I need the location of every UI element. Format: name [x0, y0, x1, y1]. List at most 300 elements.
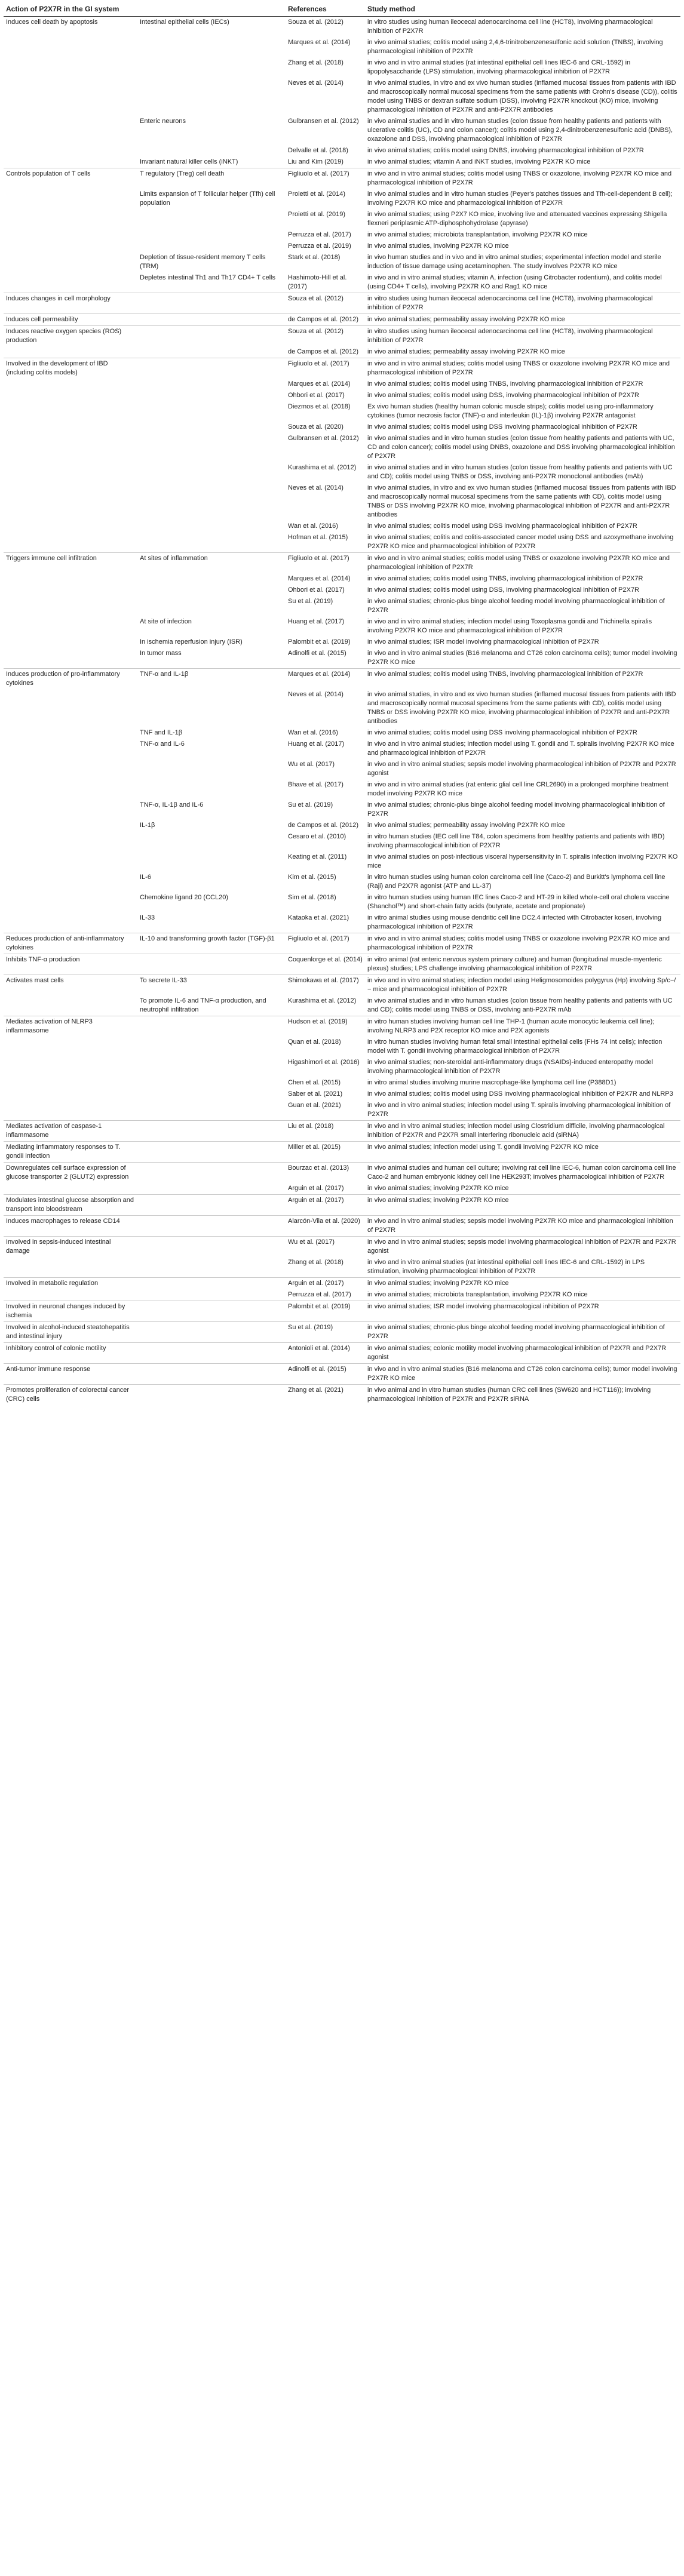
- action-cell: [4, 573, 137, 585]
- action-cell: [4, 1089, 137, 1100]
- header-action: Action of P2X7R in the GI system: [4, 4, 137, 17]
- action-cell: Involved in metabolic regulation: [4, 1278, 137, 1290]
- action-cell: Activates mast cells: [4, 975, 137, 996]
- action-cell: [4, 272, 137, 293]
- table-row: [4, 241, 680, 252]
- target-cell: [137, 1195, 286, 1216]
- table-row: [4, 739, 680, 759]
- reference-cell: Marques et al. (2014): [288, 575, 351, 582]
- table-row: [4, 482, 680, 521]
- reference-cell: Figliuolo et al. (2017): [286, 358, 365, 379]
- action-cell: [4, 390, 137, 401]
- method-cell: in vivo and in vitro animal studies; sepsis model involving pharmacological inhibition of P2X7R and P2X7R agonist: [365, 1237, 680, 1258]
- method-cell: in vivo animal studies; involving P2X7R KO mice: [367, 1185, 509, 1192]
- target-cell: [137, 1163, 286, 1184]
- action-cell: [4, 433, 137, 462]
- action-cell: [4, 346, 137, 358]
- table-row: [4, 189, 680, 209]
- table-row: [4, 462, 680, 482]
- table-row: [4, 1278, 680, 1290]
- reference-cell: Hashimoto-Hill et al. (2017): [288, 274, 347, 290]
- target-cell: [137, 1100, 286, 1121]
- method-cell: in vivo animal studies; vitamin A and iNKT studies, involving P2X7R KO mice: [367, 158, 591, 165]
- method-cell: in vivo and in vitro animal studies; infection model using Heligmosomoides polygyrus (Hp) involving Sp/c−/− mice and pharmacological inhibition of P2X7R: [365, 975, 680, 996]
- target-cell: [137, 241, 286, 252]
- action-cell: [4, 78, 137, 116]
- method-cell: in vivo animal studies; colitis model using DSS involving pharmacological inhibition of P2X7R and NLRP3: [367, 1090, 673, 1098]
- target-cell: At site of infection: [140, 618, 192, 625]
- reference-cell: Perruzza et al. (2019): [288, 242, 351, 250]
- target-cell: To secrete IL-33: [137, 975, 286, 996]
- table-row: [4, 346, 680, 358]
- target-cell: [137, 229, 286, 241]
- table-row: [4, 872, 680, 892]
- action-cell: [4, 1037, 137, 1057]
- method-cell: in vitro human studies using human colon carcinoma cell line (Caco-2) and Burkitt's lymphoma cell line (Raji) and P2X7R agonist (ATP and LL-37): [367, 874, 665, 890]
- table-row: [4, 596, 680, 616]
- action-cell: [4, 872, 137, 892]
- method-cell: in vivo animal studies; colitis model using 2,4,6-trinitrobenzenesulfonic acid solution (TNBS), involving pharmacological inhibition of P2X7R: [367, 39, 663, 55]
- table-row: [4, 532, 680, 553]
- table-row: [4, 648, 680, 669]
- table-row: [4, 852, 680, 872]
- target-cell: [137, 779, 286, 800]
- target-cell: [137, 1364, 286, 1385]
- target-cell: [137, 433, 286, 462]
- table-row: [4, 229, 680, 241]
- reference-cell: Chen et al. (2015): [288, 1079, 341, 1086]
- action-cell: [4, 422, 137, 433]
- method-cell: in vivo animal studies; permeability assay involving P2X7R KO mice: [365, 314, 680, 326]
- reference-cell: Alarcón-Vila et al. (2020): [286, 1216, 365, 1237]
- target-cell: In ischemia reperfusion injury (ISR): [140, 638, 243, 645]
- action-cell: [4, 727, 137, 739]
- reference-cell: Palombit et al. (2019): [288, 638, 351, 645]
- reference-cell: Neves et al. (2014): [288, 484, 343, 491]
- action-cell: [4, 521, 137, 532]
- method-cell: in vitro human studies involving human cell line THP-1 (human acute monocytic leukemia cell line); involving NLRP3 and P2X receptor KO mice and P2X agonists: [365, 1016, 680, 1037]
- reference-cell: Perruzza et al. (2017): [288, 231, 351, 238]
- reference-cell: Hofman et al. (2015): [288, 534, 348, 541]
- table-row: [4, 954, 680, 975]
- method-cell: in vivo animal studies and in vitro human studies (colon tissue from healthy patients and patients with UC and CD); colitis model using TNBS or DSS, involving anti-P2X7R mAb: [367, 997, 673, 1013]
- action-cell: [4, 637, 137, 648]
- method-cell: in vivo animal studies; colitis model using TNBS, involving pharmacological inhibition of P2X7R: [367, 380, 643, 388]
- action-cell: Induces macrophages to release CD14: [4, 1216, 137, 1237]
- reference-cell: Su et al. (2019): [286, 1322, 365, 1343]
- reference-cell: de Campos et al. (2012): [288, 348, 359, 355]
- method-cell: in vivo and in vitro animal studies; vitamin A, infection (using Citrobacter rodentium), and colitis model (using CD4+ T cells), involving P2X7R KO and Rag1 KO mice: [367, 274, 662, 290]
- method-cell: in vivo animal studies, in vitro and ex vivo human studies (inflamed mucosal tissues from patients with IBD and macroscopically normal mucosal specimens from the same patients with CD), colitis model using TNBS or DSS involving P2X7R KO mice, involving pharmacological inhibition of P2X7R and anti-P2X7R antibodies: [367, 691, 676, 725]
- table-row: [4, 1237, 680, 1258]
- table-row: [4, 727, 680, 739]
- action-cell: [4, 37, 137, 57]
- action-cell: [4, 532, 137, 553]
- target-cell: TNF-α and IL-1β: [137, 669, 286, 690]
- target-cell: [137, 78, 286, 116]
- reference-cell: Marques et al. (2014): [288, 380, 351, 388]
- method-cell: in vitro human studies involving human fetal small intestinal epithelial cells (FHs 74 Int cells); infection model with T. gondii involving pharmacological inhibition of P2X7R: [367, 1038, 662, 1055]
- target-cell: [137, 759, 286, 779]
- reference-cell: Kim et al. (2015): [288, 874, 336, 881]
- table-row: [4, 401, 680, 422]
- action-cell: Anti-tumor immune response: [4, 1364, 137, 1385]
- table-row: [4, 252, 680, 272]
- method-cell: in vivo animal studies, in vitro and ex vivo human studies (inflamed mucosal tissues from patients with IBD and macroscopically normal mucosal specimens from the same patients with CD), colitis model using TNBS or DSS involving P2X7R KO mice, involving pharmacological inhibition of P2X7R and anti-P2X7R antibodies: [367, 484, 676, 518]
- action-cell: [4, 482, 137, 521]
- target-cell: IL-1β: [140, 822, 155, 829]
- target-cell: [137, 1343, 286, 1364]
- reference-cell: Perruzza et al. (2017): [288, 1291, 351, 1298]
- reference-cell: Bhave et al. (2017): [288, 781, 343, 788]
- table-row: [4, 669, 680, 690]
- action-cell: [4, 585, 137, 596]
- target-cell: IL-33: [140, 914, 155, 921]
- action-cell: Mediates activation of NLRP3 inflammasome: [4, 1016, 137, 1037]
- reference-cell: Neves et al. (2014): [288, 79, 343, 87]
- reference-cell: Miller et al. (2015): [286, 1142, 365, 1163]
- action-cell: [4, 252, 137, 272]
- target-cell: [137, 422, 286, 433]
- target-cell: [137, 358, 286, 379]
- action-cell: [4, 379, 137, 390]
- target-cell: Depletes intestinal Th1 and Th17 CD4+ T cells: [140, 274, 275, 281]
- reference-cell: Diezmos et al. (2018): [288, 403, 351, 410]
- reference-cell: Guan et al. (2021): [288, 1102, 341, 1109]
- reference-cell: Su et al. (2019): [288, 598, 333, 605]
- target-cell: [137, 314, 286, 326]
- target-cell: [137, 521, 286, 532]
- action-cell: Reduces production of anti-inflammatory cytokines: [4, 933, 137, 954]
- method-cell: in vivo and in vitro animal studies; infection model using T. gondii and T. spiralis involving P2X7R KO mice and pharmacological inhibition of P2X7R: [367, 740, 674, 757]
- target-cell: T regulatory (Treg) cell death: [137, 168, 286, 189]
- target-cell: [137, 831, 286, 852]
- action-cell: [4, 145, 137, 156]
- method-cell: in vivo animal studies; colitis model using DNBS, involving pharmacological inhibition of P2X7R: [367, 147, 644, 154]
- method-cell: in vitro studies using human ileocecal adenocarcinoma cell line (HCT8), involving pharmacological inhibition of P2X7R: [365, 293, 680, 314]
- action-cell: [4, 596, 137, 616]
- target-cell: Depletion of tissue-resident memory T cells (TRM): [140, 254, 266, 270]
- method-cell: in vivo and in vitro animal studies (rat intestinal epithelial cell lines IEC-6 and CRL-1592) in lipopolysaccharide (LPS) stimulation, involving pharmacological inhibition of P2X7R: [367, 59, 631, 75]
- method-cell: in vitro studies using human ileocecal adenocarcinoma cell line (HCT8), involving pharmacological inhibition of P2X7R: [365, 326, 680, 347]
- action-cell: Downregulates cell surface expression of glucose transporter 2 (GLUT2) expression: [4, 1163, 137, 1184]
- table-row: [4, 156, 680, 168]
- header-target: [137, 4, 286, 17]
- table-row: [4, 433, 680, 462]
- action-cell: [4, 616, 137, 637]
- action-cell: [4, 800, 137, 820]
- reference-cell: Marques et al. (2014): [288, 39, 351, 46]
- table-row: [4, 57, 680, 78]
- target-cell: [137, 1121, 286, 1142]
- action-cell: Inhibits TNF-α production: [4, 954, 137, 975]
- target-cell: Intestinal epithelial cells (IECs): [137, 17, 286, 38]
- method-cell: in vivo animal studies and in vitro human studies (colon tissue from healthy patients and patients with UC and CD); colitis model using TNBS or DSS, involving anti-P2X7R monoclonal antibodies (mAb): [367, 464, 673, 480]
- table-header-row: [4, 4, 680, 17]
- target-cell: [137, 462, 286, 482]
- reference-cell: Kataoka et al. (2021): [288, 914, 349, 921]
- method-cell: in vivo and in vitro animal studies (rat intestinal epithelial cell lines IEC-6 and CRL-1592) in LPS stimulation, involving pharmacological inhibition of P2X7R: [367, 1259, 645, 1275]
- reference-cell: Huang et al. (2017): [288, 740, 345, 748]
- reference-cell: Ohbori et al. (2017): [288, 586, 345, 594]
- target-cell: [137, 1142, 286, 1163]
- action-cell: [4, 1057, 137, 1077]
- method-cell: in vivo animal studies; using P2X7 KO mice, involving live and attenuated vaccines expressing Shigella flexneri periplasmic ATP-diphosphohydrolase (apyrase): [367, 211, 667, 227]
- table-row: [4, 168, 680, 189]
- target-cell: [137, 1089, 286, 1100]
- method-cell: in vivo and in vitro animal studies; infection model using Clostridium difficile, involving pharmacological inhibition of P2X7R and P2X7R small interfering ribonucleic acid (siRNA): [365, 1121, 680, 1142]
- reference-cell: Kurashima et al. (2012): [288, 464, 357, 471]
- target-cell: [137, 1237, 286, 1258]
- action-cell: [4, 1100, 137, 1121]
- reference-cell: Keating et al. (2011): [288, 853, 347, 860]
- target-cell: TNF and IL-1β: [140, 729, 183, 736]
- method-cell: in vivo animal studies and human cell culture; involving rat cell line IEC-6, human colon carcinoma cell line Caco-2 and human embryonic kidney cell line HEK293T; involves pharmacological inhibition of P2X7R: [365, 1163, 680, 1184]
- reference-cell: Saber et al. (2021): [288, 1090, 343, 1098]
- target-cell: [137, 145, 286, 156]
- action-cell: [4, 912, 137, 933]
- action-cell: [4, 189, 137, 209]
- action-cell: [4, 156, 137, 168]
- reference-cell: Zhang et al. (2018): [288, 59, 343, 66]
- action-cell: [4, 1077, 137, 1089]
- action-cell: [4, 739, 137, 759]
- table-row: [4, 1195, 680, 1216]
- target-cell: [137, 1385, 286, 1406]
- reference-cell: Higashimori et al. (2016): [288, 1059, 360, 1066]
- action-cell: [4, 1289, 137, 1301]
- target-cell: [137, 293, 286, 314]
- reference-cell: Marques et al. (2014): [286, 669, 365, 690]
- method-cell: in vitro studies using human ileocecal adenocarcinoma cell line (HCT8), involving pharmacological inhibition of P2X7R: [365, 17, 680, 38]
- target-cell: [137, 1216, 286, 1237]
- table-row: [4, 422, 680, 433]
- target-cell: [137, 1301, 286, 1322]
- table-row: [4, 933, 680, 954]
- target-cell: [137, 1183, 286, 1195]
- action-cell: Involved in the development of IBD (including colitis models): [4, 358, 137, 379]
- target-cell: IL-10 and transforming growth factor (TGF)-β1: [137, 933, 286, 954]
- reference-cell: Hudson et al. (2019): [286, 1016, 365, 1037]
- table-row: [4, 1322, 680, 1343]
- method-cell: in vivo animal studies; microbiota transplantation, involving P2X7R KO mice: [367, 1291, 588, 1298]
- table-row: [4, 1016, 680, 1037]
- target-cell: [137, 209, 286, 229]
- target-cell: Chemokine ligand 20 (CCL20): [140, 894, 228, 901]
- method-cell: in vivo animal studies; colitis and colitis-associated cancer model using DSS and azoxymethane involving P2X7R KO mice and pharmacological inhibition of P2X7R: [367, 534, 674, 550]
- action-cell: [4, 209, 137, 229]
- reference-cell: Figliuolo et al. (2017): [286, 933, 365, 954]
- target-cell: [137, 482, 286, 521]
- reference-cell: de Campos et al. (2012): [288, 822, 359, 829]
- action-cell: Mediating inflammatory responses to T. gondii infection: [4, 1142, 137, 1163]
- action-cell: Induces cell death by apoptosis: [4, 17, 137, 38]
- reference-cell: Souza et al. (2012): [286, 326, 365, 347]
- action-cell: [4, 779, 137, 800]
- action-cell: Induces production of pro-inflammatory cytokines: [4, 669, 137, 690]
- action-cell: [4, 1257, 137, 1278]
- reference-cell: de Campos et al. (2012): [286, 314, 365, 326]
- header-method: Study method: [365, 4, 680, 17]
- method-cell: in vivo human studies and in vivo and in vitro animal studies; experimental infection model and sterile induction of tissue damage using acetaminophen. The study involves P2X7R KO mice: [367, 254, 661, 270]
- table-row: [4, 390, 680, 401]
- action-cell: Controls population of T cells: [4, 168, 137, 189]
- table-body: [4, 17, 680, 1406]
- table-row: [4, 1057, 680, 1077]
- target-cell: IL-6: [140, 874, 151, 881]
- reference-cell: Figliuolo et al. (2017): [286, 168, 365, 189]
- method-cell: in vivo animal studies, involving P2X7R KO mice: [367, 242, 509, 250]
- table-row: [4, 1142, 680, 1163]
- method-cell: in vivo and in vitro animal studies (B16 melanoma and CT26 colon carcinoma cells); tumor model involving P2X7R KO mice: [367, 650, 677, 666]
- reference-cell: Quan et al. (2018): [288, 1038, 341, 1046]
- reference-cell: Sim et al. (2018): [288, 894, 336, 901]
- target-cell: At sites of inflammation: [137, 553, 286, 574]
- table-row: [4, 800, 680, 820]
- table-row: [4, 521, 680, 532]
- reference-cell: Proietti et al. (2019): [288, 211, 345, 218]
- target-cell: [137, 689, 286, 727]
- reference-cell: Wu et al. (2017): [288, 761, 335, 768]
- reference-cell: Wan et al. (2016): [288, 522, 338, 530]
- target-cell: [137, 1077, 286, 1089]
- reference-cell: Gulbransen et al. (2012): [288, 118, 359, 125]
- target-cell: Limits expansion of T follicular helper (Tfh) cell population: [140, 190, 275, 207]
- method-cell: in vivo and in vitro animal studies; colitis model using TNBS or oxazolone involving P2X7R KO mice and pharmacological inhibition of P2X7R: [365, 358, 680, 379]
- method-cell: in vivo and in vitro animal studies; infection model using T. spiralis involving pharmacological inhibition of P2X7R: [367, 1102, 671, 1118]
- method-cell: in vivo animal studies; colitis model using DSS, involving pharmacological inhibition of P2X7R: [367, 392, 639, 399]
- table-row: [4, 1163, 680, 1184]
- action-cell: [4, 995, 137, 1016]
- target-cell: Invariant natural killer cells (iNKT): [140, 158, 238, 165]
- method-cell: in vivo animal studies; chronic-plus binge alcohol feeding model involving pharmacological inhibition of P2X7R: [365, 1322, 680, 1343]
- method-cell: in vivo animal studies and in vitro human studies (Peyer's patches tissues and Tfh-cell-dependent B cell); involving P2X7R KO mice and pharmacological inhibition of P2X7R: [367, 190, 673, 207]
- action-cell: Promotes proliferation of colorectal cancer (CRC) cells: [4, 1385, 137, 1406]
- target-cell: [137, 401, 286, 422]
- method-cell: in vivo animal studies and in vitro human studies (colon tissue from healthy patients and patients with ulcerative colitis (UC), CD and colon cancer); colitis model using 2,4-dinitrobenzenesulfonic acid (DNBS), oxazolone and DSS, involving pharmacological inhibition of P2X7R: [367, 118, 673, 143]
- reference-cell: Palombit et al. (2019): [286, 1301, 365, 1322]
- target-cell: [137, 1037, 286, 1057]
- target-cell: [137, 390, 286, 401]
- table-row: [4, 573, 680, 585]
- p2x7r-table: [4, 4, 680, 1405]
- method-cell: in vitro animal studies using mouse dendritic cell line DC2.4 infected with Citrobacter koseri, involving pharmacological inhibition of P2X7R: [367, 914, 662, 930]
- action-cell: Involved in alcohol-induced steatohepatitis and intestinal injury: [4, 1322, 137, 1343]
- reference-cell: Zhang et al. (2021): [286, 1385, 365, 1406]
- target-cell: Enteric neurons: [140, 118, 186, 125]
- method-cell: in vivo animal studies; infection model using T. gondii involving P2X7R KO mice: [365, 1142, 680, 1163]
- table-row: [4, 689, 680, 727]
- table-row: [4, 616, 680, 637]
- target-cell: [137, 1016, 286, 1037]
- method-cell: in vivo animal studies; colitis model using TNBS, involving pharmacological inhibition of P2X7R: [367, 575, 643, 582]
- method-cell: in vivo and in vitro animal studies; colitis model using TNBS or oxazolone, involving P2X7R KO mice and pharmacological inhibition of P2X7R: [365, 168, 680, 189]
- reference-cell: Souza et al. (2020): [288, 423, 343, 431]
- method-cell: in vivo animal studies; microbiota transplantation, involving P2X7R KO mice: [367, 231, 588, 238]
- method-cell: in vivo and in vitro animal studies; sepsis model involving P2X7R KO mice and pharmacological inhibition of P2X7R: [365, 1216, 680, 1237]
- table-row: [4, 1077, 680, 1089]
- target-cell: [137, 1257, 286, 1278]
- table-row: [4, 1301, 680, 1322]
- reference-cell: Zhang et al. (2018): [288, 1259, 343, 1266]
- table-row: [4, 1183, 680, 1195]
- reference-cell: Arguin et al. (2017): [286, 1278, 365, 1290]
- method-cell: in vivo and in vitro animal studies (rat enteric glial cell line CRL2690) in a prolonged morphine treatment model involving P2X7R KO mice: [367, 781, 668, 797]
- reference-cell: Coquenlorge et al. (2014): [286, 954, 365, 975]
- method-cell: in vivo animal studies on post-infectious visceral hypersensitivity in T. spiralis infection involving P2X7R KO mice: [367, 853, 678, 869]
- table-row: [4, 553, 680, 574]
- table-row: [4, 1343, 680, 1364]
- table-row: [4, 637, 680, 648]
- target-cell: In tumor mass: [140, 650, 182, 657]
- table-row: [4, 326, 680, 347]
- table-row: [4, 17, 680, 38]
- method-cell: in vitro animal studies involving murine macrophage-like lymphoma cell line (P388D1): [367, 1079, 616, 1086]
- target-cell: To promote IL-6 and TNF-α production, and neutrophil infiltration: [140, 997, 266, 1013]
- target-cell: [137, 379, 286, 390]
- action-cell: [4, 759, 137, 779]
- method-cell: in vivo animal studies; chronic-plus binge alcohol feeding model involving pharmacological inhibition of P2X7R: [367, 801, 665, 817]
- target-cell: [137, 1057, 286, 1077]
- target-cell: [137, 57, 286, 78]
- target-cell: [137, 852, 286, 872]
- table-row: [4, 1289, 680, 1301]
- table-row: [4, 379, 680, 390]
- action-cell: [4, 229, 137, 241]
- action-cell: Inhibitory control of colonic motility: [4, 1343, 137, 1364]
- target-cell: [137, 954, 286, 975]
- table-row: [4, 314, 680, 326]
- reference-cell: Neves et al. (2014): [288, 691, 343, 698]
- action-cell: [4, 1183, 137, 1195]
- reference-cell: Figliuolo et al. (2017): [286, 553, 365, 574]
- reference-cell: Souza et al. (2012): [286, 293, 365, 314]
- method-cell: in vivo animal studies; ISR model involving pharmacological inhibition of P2X7R: [367, 638, 599, 645]
- method-cell: in vivo animal studies; permeability assay involving P2X7R KO mice: [367, 822, 565, 829]
- table-row: [4, 116, 680, 145]
- reference-cell: Wu et al. (2017): [286, 1237, 365, 1258]
- method-cell: in vivo and in vitro animal studies; colitis model using TNBS or oxazolone involving P2X7R KO mice and pharmacological inhibition of P2X7R: [365, 933, 680, 954]
- method-cell: in vivo animal studies; involving P2X7R KO mice: [365, 1195, 680, 1216]
- method-cell: in vivo animal studies; colitis model using DSS involving pharmacological inhibition of P2X7R: [367, 522, 637, 530]
- reference-cell: Bourzac et al. (2013): [286, 1163, 365, 1184]
- method-cell: in vivo animal studies; chronic-plus binge alcohol feeding model involving pharmacological inhibition of P2X7R: [367, 598, 665, 614]
- method-cell: in vivo and in vitro animal studies; colitis model using TNBS or oxazolone involving P2X7R KO mice and pharmacological inhibition of P2X7R: [365, 553, 680, 574]
- table-row: [4, 831, 680, 852]
- reference-cell: Cesaro et al. (2010): [288, 833, 346, 840]
- table-row: [4, 78, 680, 116]
- action-cell: Modulates intestinal glucose absorption and transport into bloodstream: [4, 1195, 137, 1216]
- method-cell: in vitro human studies using human IEC lines Caco-2 and HT-29 in killed whole-cell oral cholera vaccine (Shanchol™) and short-chain fatty acids (butyrate, acetate and propionate): [367, 894, 670, 910]
- method-cell: in vitro human studies (IEC cell line T84, colon specimens from healthy patients and patients with IBD) involving pharmacological inhibition of P2X7R: [367, 833, 665, 849]
- method-cell: in vivo and in vitro animal studies; sepsis model involving pharmacological inhibition of P2X7R and P2X7R agonist: [367, 761, 676, 777]
- target-cell: [137, 1322, 286, 1343]
- method-cell: in vivo and in vitro animal studies (B16 melanoma and CT26 colon carcinoma cells); tumor model involving P2X7R KO mice: [365, 1364, 680, 1385]
- table-row: [4, 995, 680, 1016]
- method-cell: in vivo animal studies and in vitro human studies (colon tissue from healthy patients and patients with UC, CD and colon cancer); colitis model using DNBS, oxazolone and DSS involving pharmacological inhibition of P2X7R: [367, 435, 675, 460]
- method-cell: in vivo animal studies; ISR model involving pharmacological inhibition of P2X7R: [365, 1301, 680, 1322]
- table-row: [4, 1037, 680, 1057]
- method-cell: in vivo animal studies; colonic motility model involving pharmacological inhibition of P2X7R and P2X7R agonist: [365, 1343, 680, 1364]
- method-cell: in vivo animal studies; permeability assay involving P2X7R KO mice: [367, 348, 565, 355]
- table-row: [4, 1257, 680, 1278]
- reference-cell: Kurashima et al. (2012): [288, 997, 357, 1004]
- method-cell: in vivo animal studies; colitis model using DSS involving pharmacological inhibition of P2X7R: [367, 423, 637, 431]
- action-cell: [4, 820, 137, 831]
- table-row: [4, 759, 680, 779]
- target-cell: [137, 1278, 286, 1290]
- action-cell: Induces reactive oxygen species (ROS) production: [4, 326, 137, 347]
